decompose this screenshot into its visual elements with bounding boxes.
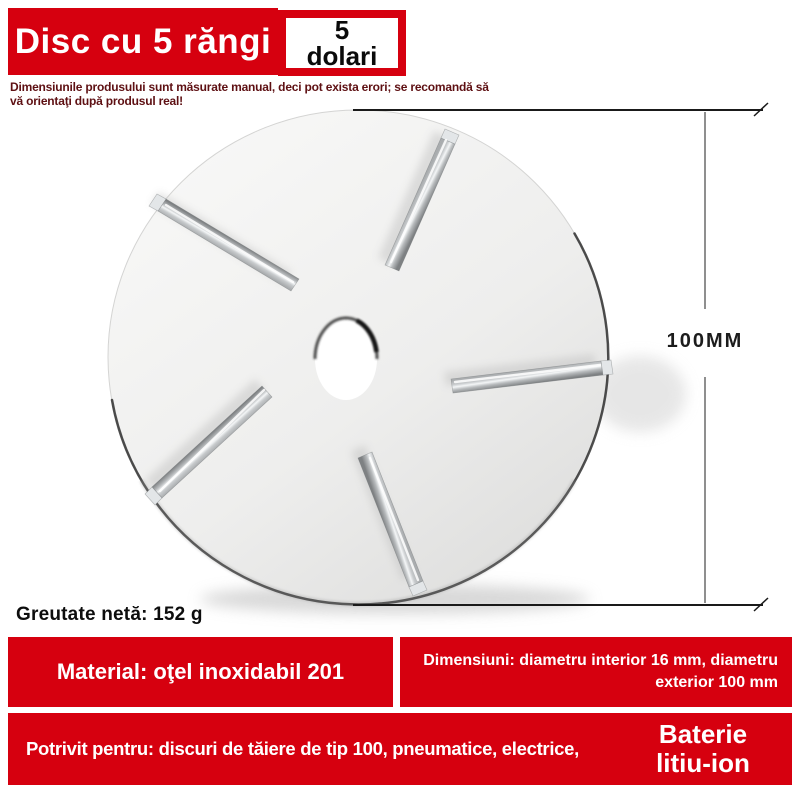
price-amount: 5 (334, 15, 350, 45)
disclaimer-line-2: vă orientaţi după produsul real! (10, 94, 183, 108)
dimension-label: 100MM (666, 330, 744, 352)
material-text: Material: oţel inoxidabil 201 (56, 659, 345, 684)
dimensions-text: Dimensiuni: diametru interior 16 mm, diametru exterior 100 mm (423, 652, 778, 691)
price-currency: dolari (306, 41, 378, 71)
spec-box-suitable (8, 713, 792, 785)
weight-text: Greutate netă: 152 g (16, 604, 203, 625)
spec-box-dimensions (400, 637, 792, 707)
price-badge (278, 10, 406, 76)
spec-box-material (8, 637, 393, 707)
battery-label: Baterie litiu-ion (656, 719, 750, 778)
product-title: Disc cu 5 răngi (14, 21, 272, 61)
suitable-for-text: Potrivit pentru: discuri de tăiere de tip 100, pneumatice, electrice, (26, 738, 579, 759)
disclaimer-text (10, 80, 570, 108)
header-banner (8, 8, 278, 75)
disclaimer-line-1: Dimensiunile produsului sunt măsurate manual, deci pot exista erori; se recomandă să (10, 80, 489, 94)
center-hole (315, 318, 377, 400)
